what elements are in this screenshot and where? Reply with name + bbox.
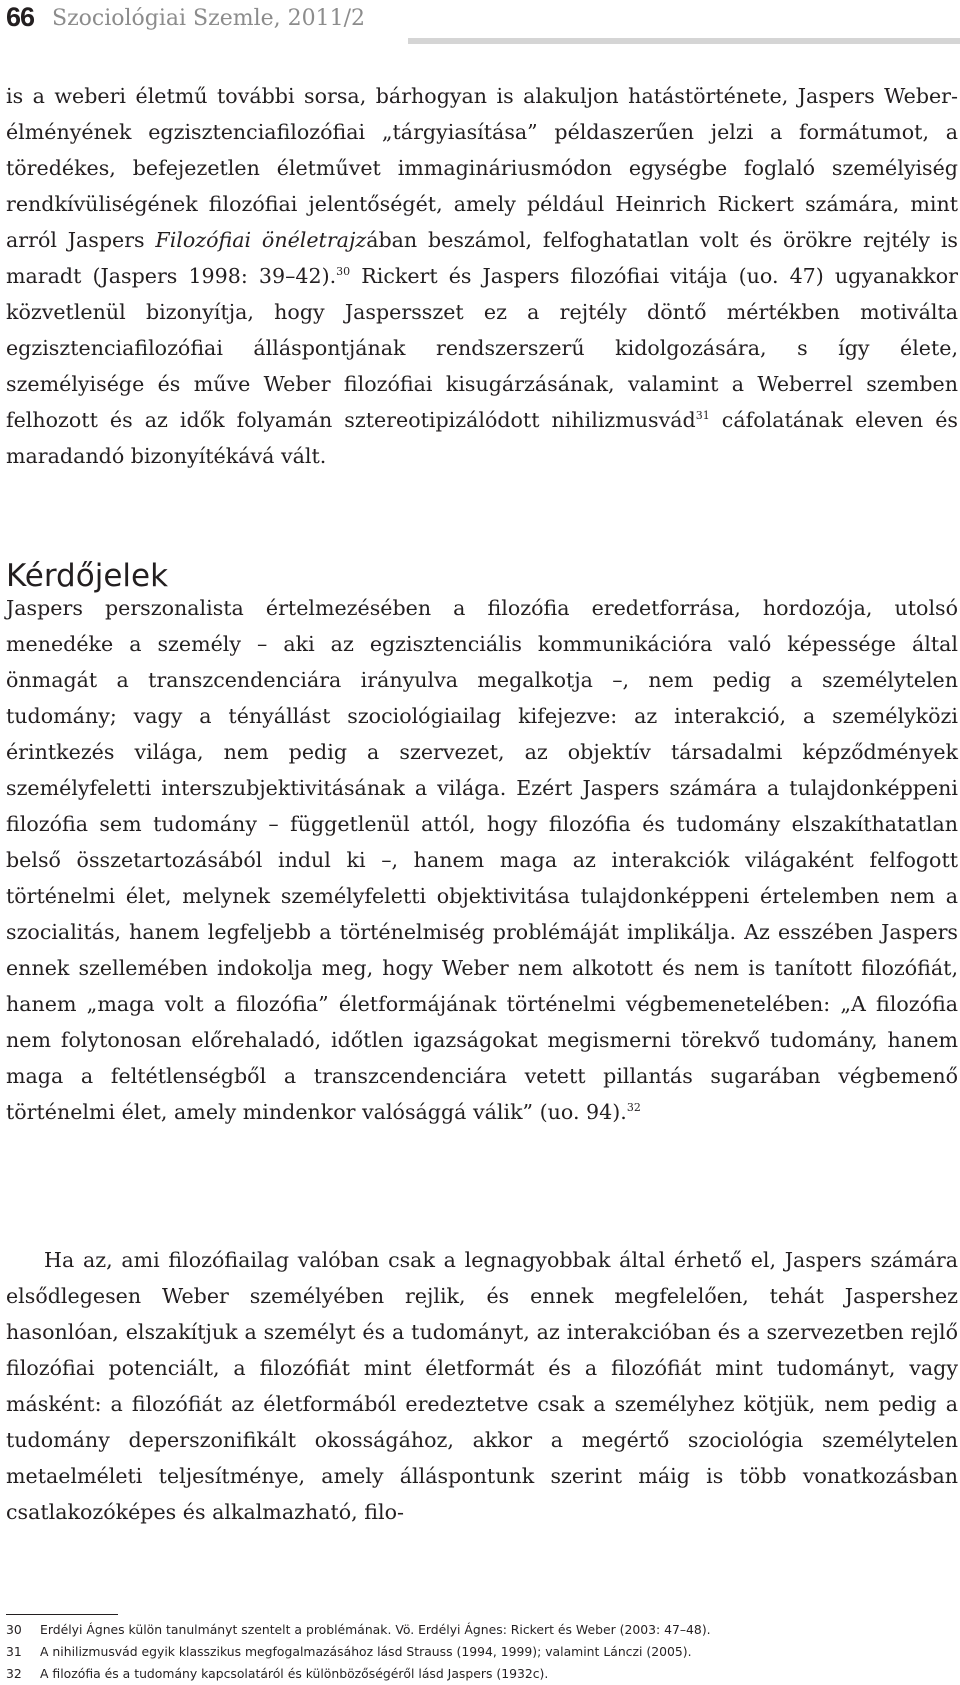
header-rule: [408, 38, 960, 44]
page-number: 66: [6, 2, 35, 32]
body-paragraph-3: [6, 1242, 958, 1530]
footnote-32: [6, 1663, 958, 1685]
paragraph-text: ában beszámol, felfoghatatlan volt és örökre rejtély is maradt (Jaspers 1998: 39–42).: [6, 228, 958, 288]
body-paragraph-2: [6, 590, 958, 1130]
paragraph-text: Rickert és Jaspers filozófiai vitája (uo. 47) ugyanakkor közvetlenül bizonyítja, hogy Jaspersszet ez a rejtély döntő mértékben motiválta egzisztenciafilozófiai álláspontjának rendszerszerű kidolgozására, s így élete, személyisége és műve Weber filozófiai kisugárzásának, valamint a Weberrel szemben felhozott és az idők folyamán sztereotipizálódott nihilizmusvád: [6, 264, 958, 432]
footnote-30: [6, 1619, 958, 1641]
footnotes: [6, 1619, 958, 1685]
section-heading: Kérdőjelek: [6, 558, 169, 594]
footnote-number: 31: [6, 1644, 22, 1659]
paragraph-text: cáfolatának eleven és maradandó bizonyítékává vált.: [6, 408, 958, 468]
footnote-number: 32: [6, 1666, 22, 1681]
body-paragraph-1: [6, 78, 958, 474]
paragraph-text: Jaspers perszonalista értelmezésében a filozófia eredetforrása, hordozója, utolsó menedéke a személy – aki az egzisztenciális kommunikációra való képessége által önmagát a transzcendenciára irányulva megalkotja –, nem pedig a személytelen tudomány; vagy a tényállást szociológiailag kifejezve: az interakció, a személyközi érintkezés világa, nem pedig a szervezet, az objektív társadalmi képződmények személyfeletti interszubjektivitásának a világa. Ezért Jaspers számára a tulajdonképpeni filozófia sem tudomány – függetlenül attól, hogy filozófia és tudomány elszakíthatatlan belső összetartozásából indul ki –, hanem maga az interakciók világaként felfogott történelmi élet, melynek személyfeletti objektivitása tulajdonképpeni értelemben nem a szocialitás, hanem legfeljebb a történelmiség problémáját implikálja. Az esszében Jaspers ennek szellemében indokolja meg, hogy Weber nem alkotott és nem is tanított filozófiát, hanem „maga volt a filozófia” életformájának történelmi végbemenetelében: „A filozófia nem folytonosan előrehaladó, időtlen igazságokat megismerni törekvő tudomány, hanem maga a feltétlenségből a transzcendenciára vetett pillantás sugarában végbemenő történelmi élet, amely mindenkor valósággá válik” (uo. 94).: [6, 596, 958, 1124]
running-header: [6, 0, 960, 38]
footnote-text: A nihilizmusvád egyik klasszikus megfogalmazásához lásd Strauss (1994, 1999); valamint Lánczi (2005).: [40, 1644, 692, 1659]
footnote-31: [6, 1641, 958, 1663]
book-title: Filozófiai önéletrajz: [155, 228, 367, 252]
footnote-number: 30: [6, 1622, 22, 1637]
footnote-rule: [6, 1614, 118, 1615]
journal-title: Szociológiai Szemle, 2011/2: [52, 6, 366, 31]
paragraph-text: is a weberi életmű további sorsa, bárhogyan is alakuljon hatástörténete, Jaspers Weber-élményének egzisztenciafilozófiai „tárgyiasítása” példaszerűen jelzi a formátumot, a töredékes, befejezetlen életművet immagináriusmódon egységbe foglaló személyiség rendkívüliségének filozófiai jelentőségét, amely például Heinrich Rickert számára, mint arról Jaspers: [6, 84, 958, 252]
footnote-ref-32[interactable]: 32: [626, 1101, 641, 1114]
paragraph-text: Ha az, ami filozófiailag valóban csak a legnagyobbak által érhető el, Jaspers számára elsődlegesen Weber személyében rejlik, és ennek megfelelően, tehát Jaspershez hasonlóan, elszakítjuk a személyt és a tudományt, az interakcióban és a szervezetben rejlő filozófiai potenciált, a filozófiát mint életformát és a filozófiát mint tudományt, vagy másként: a filozófiát az életformából eredeztetve csak a személyhez kötjük, nem pedig a tudomány deperszonifikált okosságához, akkor a megértő szociológia személytelen metaelméleti teljesítménye, amely álláspontunk szerint máig is több vonatkozásban csatlakozóképes és alkalmazható, filo-: [6, 1248, 958, 1524]
footnote-text: A filozófia és a tudomány kapcsolatáról és különbözőségéről lásd Jaspers (1932c).: [40, 1666, 549, 1681]
footnote-text: Erdélyi Ágnes külön tanulmányt szentelt a problémának. Vö. Erdélyi Ágnes: Rickert és Weber (2003: 47–48).: [40, 1622, 711, 1637]
footnote-ref-30[interactable]: 30: [336, 265, 351, 278]
footnote-ref-31[interactable]: 31: [695, 409, 710, 422]
